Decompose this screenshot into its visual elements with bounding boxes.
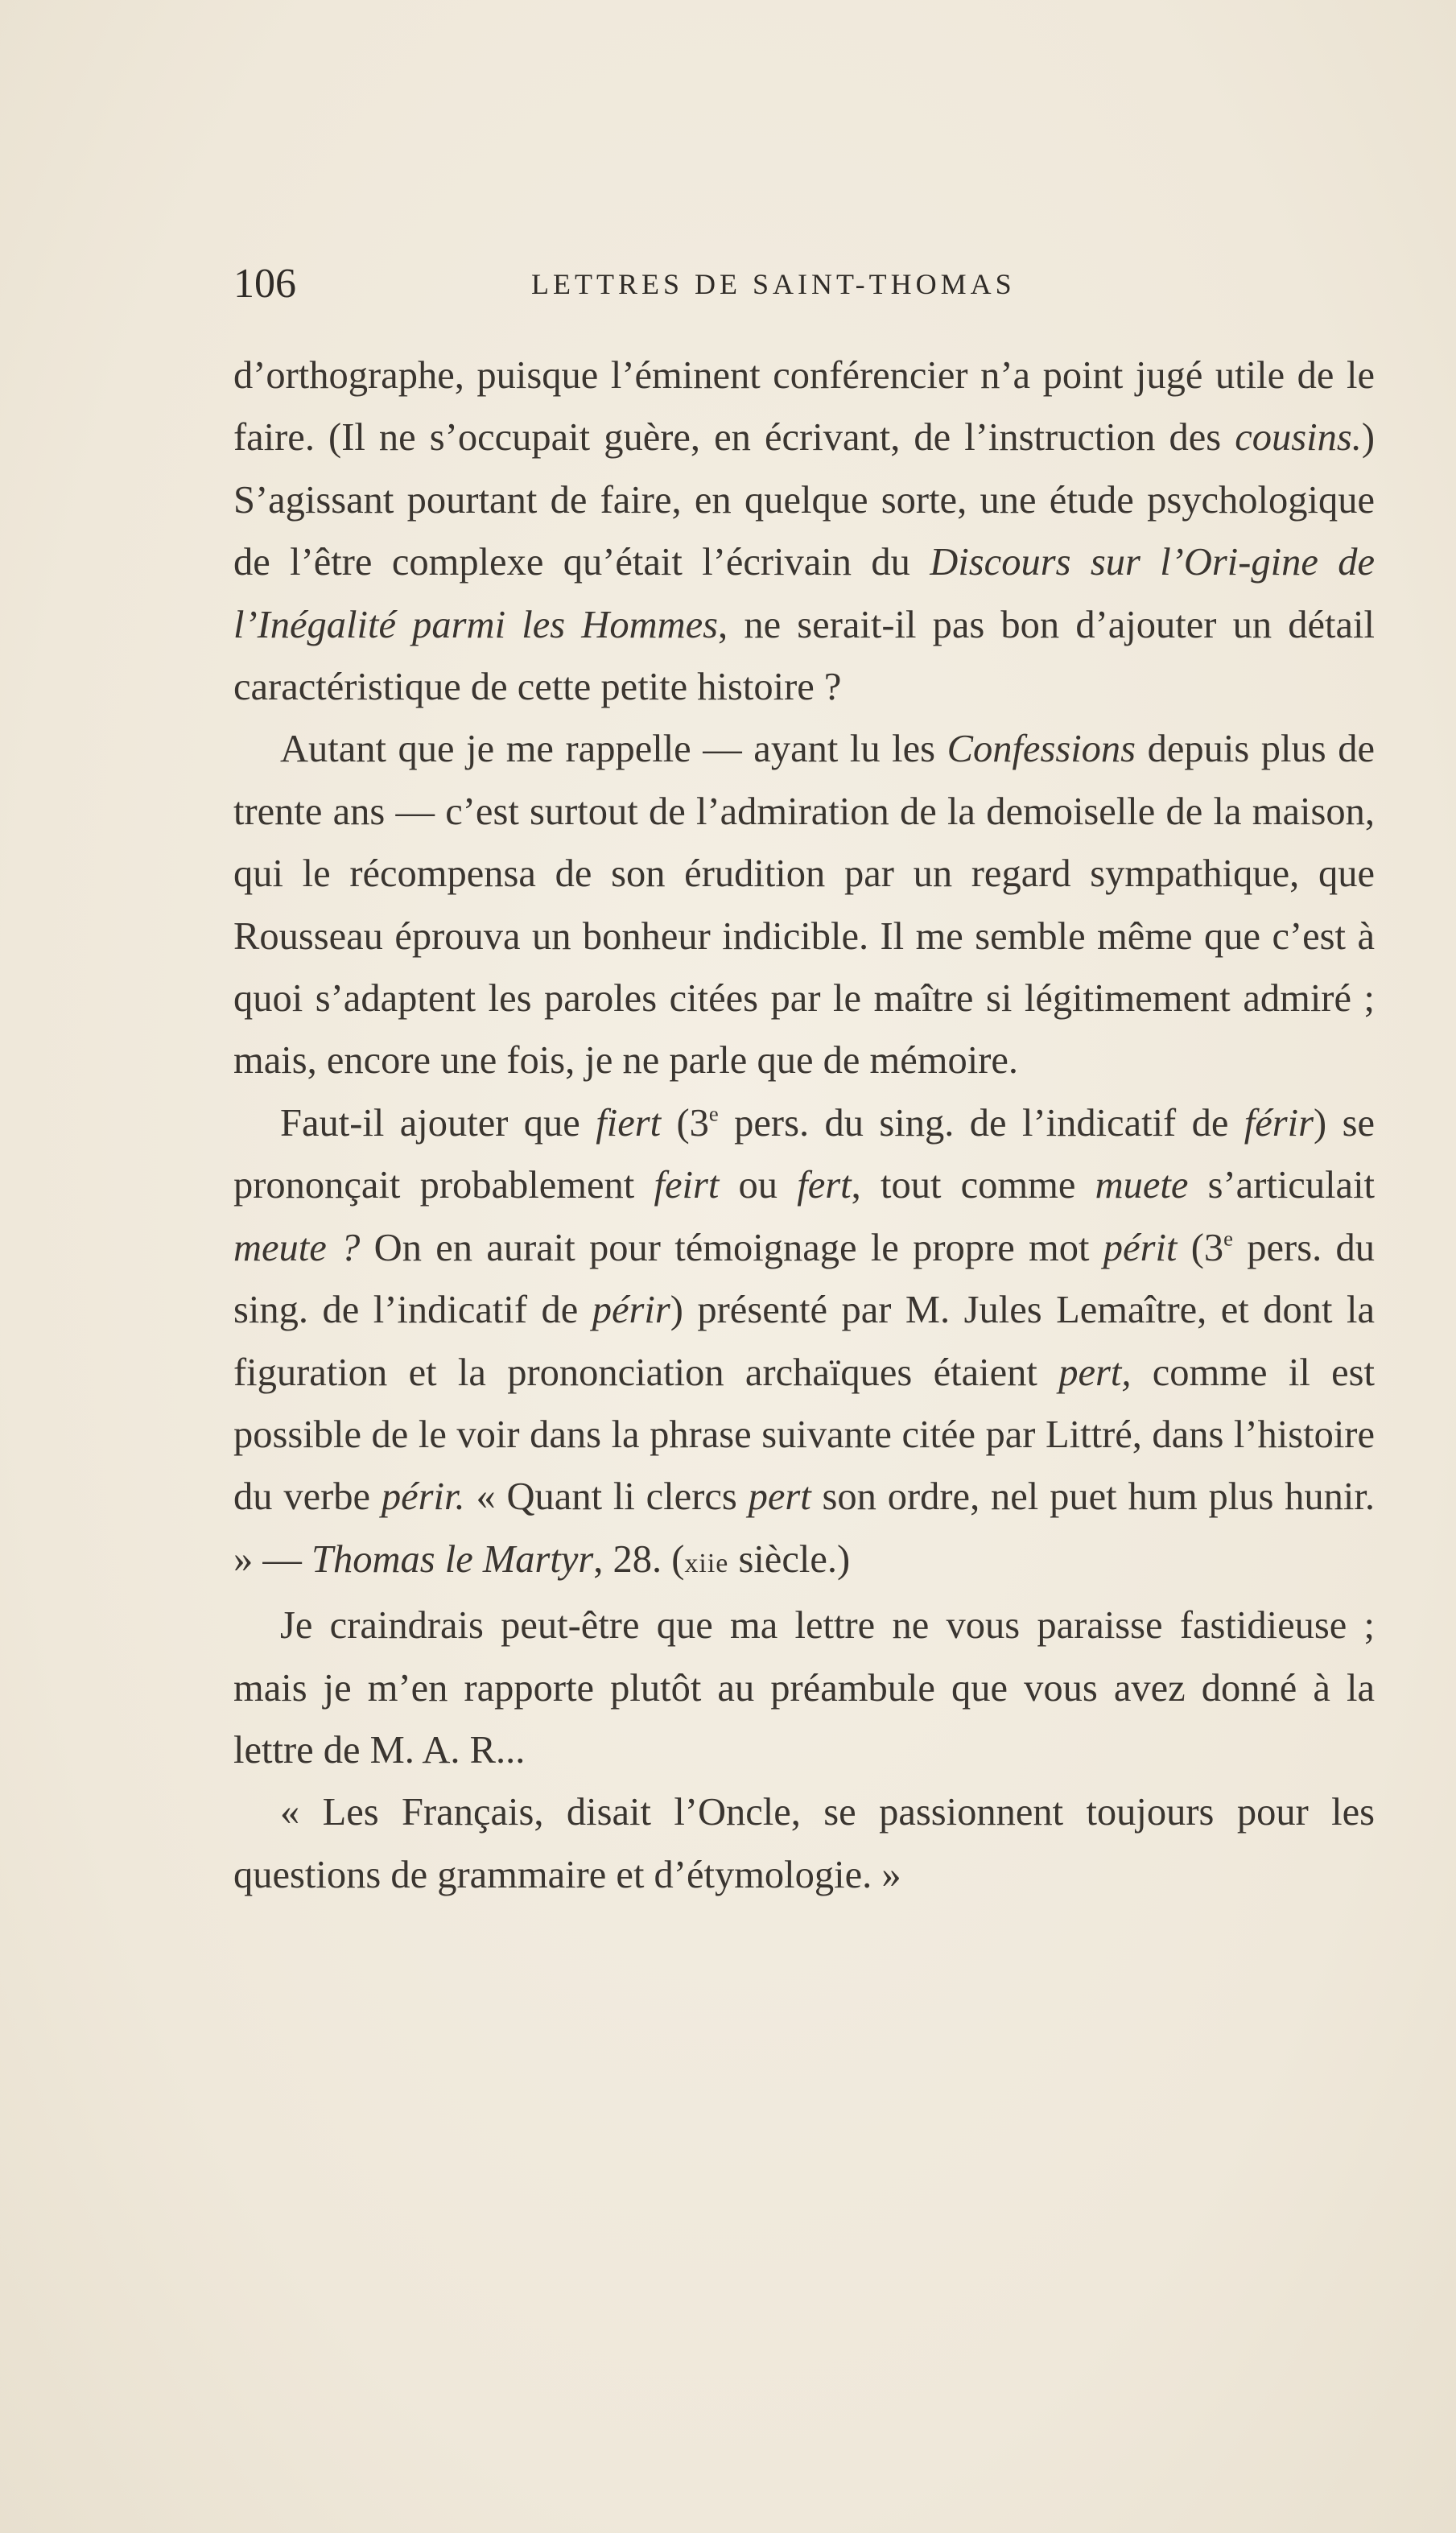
page-header: [233, 256, 1376, 312]
body-text: [233, 344, 1375, 1906]
paragraph-5: « Les Français, disait l’Oncle, se passionnent toujours pour les questions de grammaire et d’étymologie. »: [233, 1791, 1375, 1896]
paragraph-3: Faut-il ajouter que fiert (3e pers. du sing. de l’indicatif de férir) se prononçait probablement feirt ou fert, tout comme muete s’articulait meute ? On en aurait pour témoignage le propre mot périt (3e pers. du sing. de l’indicatif de périr) présenté par M. Jules Lemaître, et dont la figuration et la prononciation archaïques étaient pert, comme il est possible de le voir dans la phrase suivante citée par Littré, dans l’histoire du verbe périr. « Quant li clercs pert son ordre, nel puet hum plus hunir. » — Thomas le Martyr, 28. (xiie siècle.): [233, 1101, 1376, 1581]
paragraph-1: d’orthographe, puisque l’éminent conférencier n’a point jugé utile de le faire. (Il ne s’occupait guère, en écrivant, de l’instruction des cousins.) S’agissant pourtant de faire, en quelque sorte, une étude psychologique de l’être complexe qu’était l’écrivain du Discours sur l’Ori-gine de l’Inégalité parmi les Hommes, ne serait-il pas bon d’ajouter un détail caractéristique de cette petite histoire ?: [233, 354, 1376, 709]
paragraph-2: Autant que je me rappelle — ayant lu les Confessions depuis plus de trente ans — c’est surtout de l’admiration de la demoiselle de la maison, qui le récompensa de son érudition par un regard sympathique, que Rousseau éprouva un bonheur indicible. Il me semble même que c’est à quoi s’adaptent les paroles citées par le maître si légitimement admiré ; mais, encore une fois, je ne parle que de mémoire.: [233, 728, 1375, 1083]
page-number: 106: [233, 261, 296, 307]
running-head: LETTRES DE SAINT-THOMAS: [531, 268, 1016, 300]
paragraph-4: Je craindrais peut-être que ma lettre ne vous paraisse fastidieuse ; mais je m’en rapporte plutôt au préambule que vous avez donné à la lettre de M. A. R...: [233, 1604, 1375, 1772]
